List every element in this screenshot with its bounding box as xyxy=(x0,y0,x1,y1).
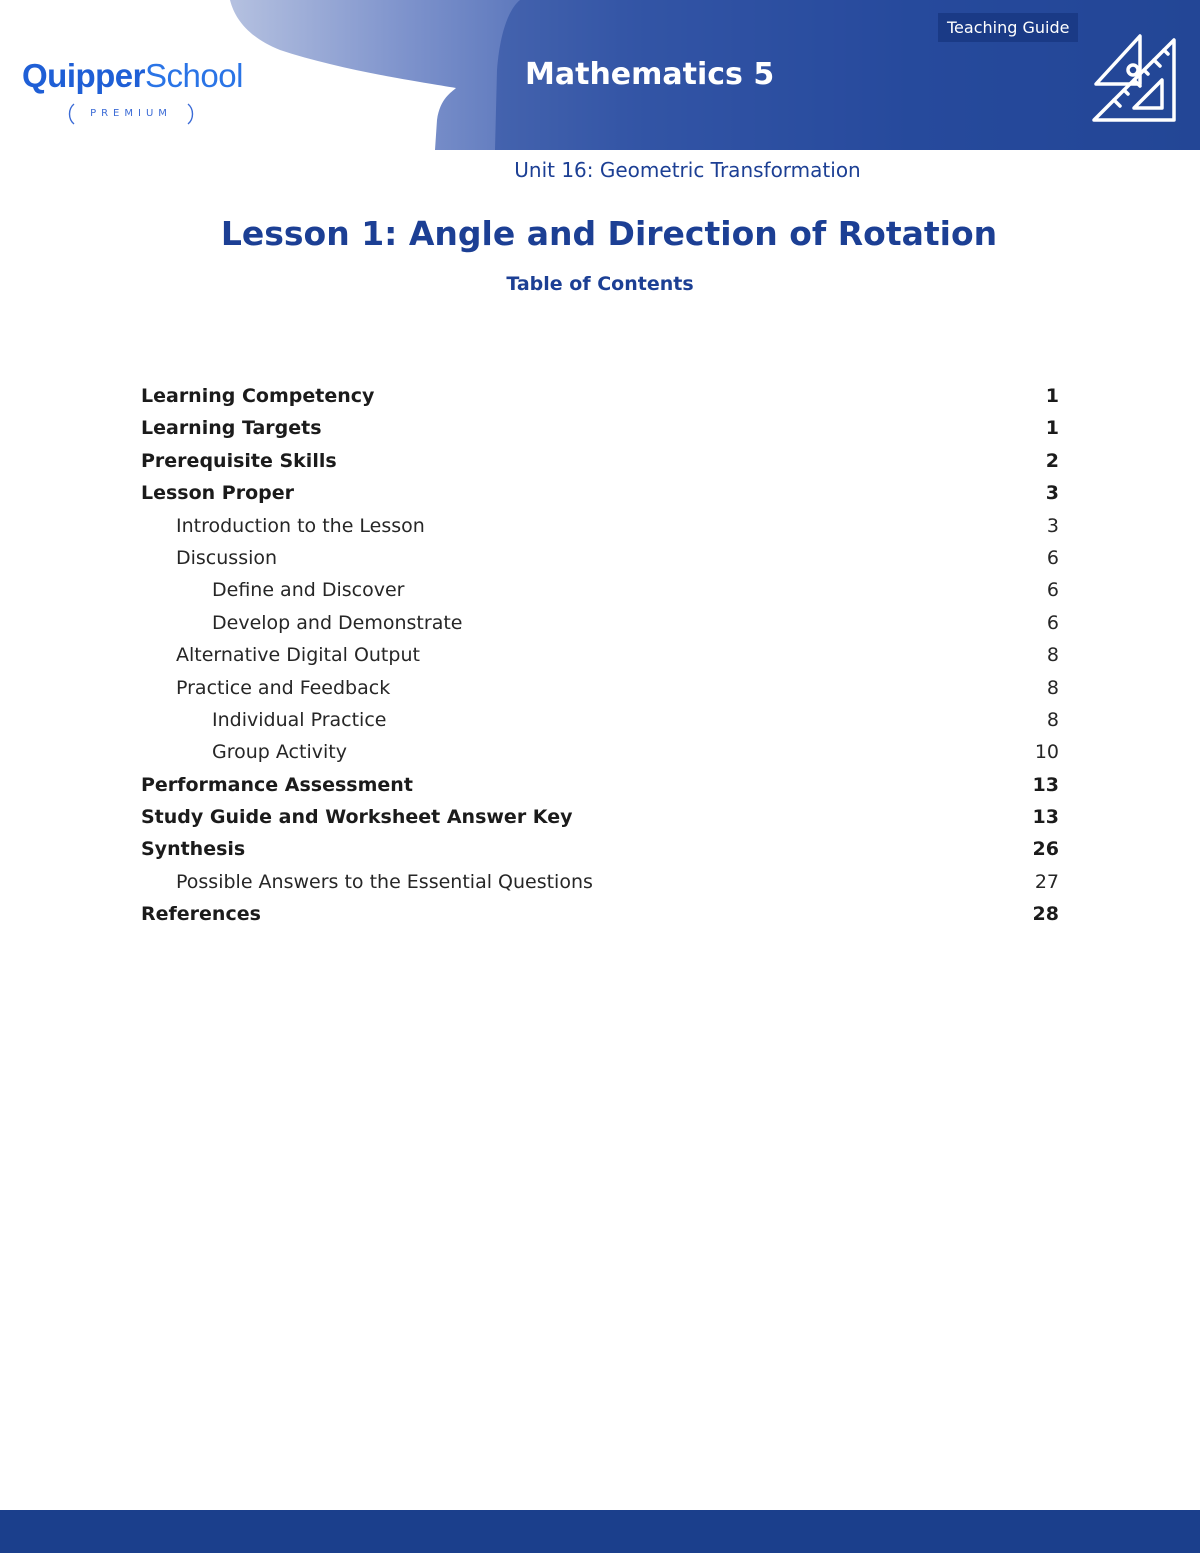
toc-entry-label: Discussion xyxy=(176,546,278,569)
subject-title: Mathematics 5 xyxy=(525,57,775,92)
logo-school-word: School xyxy=(145,57,243,94)
logo-wordmark xyxy=(22,58,262,94)
toc-entry[interactable] xyxy=(141,477,1059,509)
toc-entry-page-number: 13 xyxy=(1032,806,1059,829)
toc-entry[interactable] xyxy=(141,833,1059,865)
toc-entry-page-number: 8 xyxy=(1046,708,1059,731)
toc-entry[interactable] xyxy=(141,607,1059,639)
logo-quipper-word: Quipper xyxy=(22,57,146,94)
toc-entry-label: Define and Discover xyxy=(212,579,405,602)
toc-entry[interactable] xyxy=(141,639,1059,671)
toc-entry[interactable] xyxy=(141,412,1059,444)
toc-entry-page-number: 1 xyxy=(1045,417,1059,440)
toc-entry-page-number: 8 xyxy=(1046,644,1059,667)
toc-entry-label: References xyxy=(141,903,261,926)
toc-entry[interactable] xyxy=(141,510,1059,542)
toc-entry[interactable] xyxy=(141,380,1059,412)
toc-entry-label: Possible Answers to the Essential Questions xyxy=(176,870,593,893)
toc-entry[interactable] xyxy=(141,898,1059,930)
toc-entry[interactable] xyxy=(141,445,1059,477)
toc-entry-label: Performance Assessment xyxy=(141,773,413,796)
toc-entry-label: Learning Competency xyxy=(141,385,375,407)
toc-entry[interactable] xyxy=(141,574,1059,606)
toc-entry-page-number: 2 xyxy=(1045,449,1059,472)
toc-entry-label: Prerequisite Skills xyxy=(141,449,337,472)
right-bracket-icon xyxy=(186,102,196,126)
toc-entry-page-number: 3 xyxy=(1046,514,1059,537)
toc-entry-label: Practice and Feedback xyxy=(176,676,391,699)
toc-entry[interactable] xyxy=(141,736,1059,768)
toc-entry[interactable] xyxy=(141,704,1059,736)
toc-entry-label: Introduction to the Lesson xyxy=(176,514,425,537)
toc-entry[interactable] xyxy=(141,801,1059,833)
toc-entry-page-number: 13 xyxy=(1032,773,1059,796)
teaching-guide-badge: Teaching Guide xyxy=(938,13,1078,42)
toc-entry-page-number: 26 xyxy=(1032,838,1059,861)
toc-entry[interactable] xyxy=(141,672,1059,704)
toc-entry-label: Alternative Digital Output xyxy=(176,644,420,667)
table-of-contents xyxy=(141,380,1059,931)
toc-entry-label: Lesson Proper xyxy=(141,482,295,505)
toc-entry-label: Synthesis xyxy=(141,838,246,861)
toc-entry-page-number: 6 xyxy=(1046,546,1059,569)
toc-entry-page-number: 6 xyxy=(1046,611,1059,634)
toc-entry-label: Study Guide and Worksheet Answer Key xyxy=(141,806,573,829)
toc-entry-label: Develop and Demonstrate xyxy=(212,611,463,634)
toc-entry-page-number: 1 xyxy=(1045,385,1059,407)
toc-entry-label: Group Activity xyxy=(212,741,347,764)
toc-entry-page-number: 27 xyxy=(1034,870,1059,893)
toc-entry[interactable] xyxy=(141,866,1059,898)
toc-entry-label: Individual Practice xyxy=(212,708,387,731)
logo-premium-text: PREMIUM xyxy=(90,108,172,119)
footer-band xyxy=(0,1510,1200,1553)
lesson-title: Lesson 1: Angle and Direction of Rotation xyxy=(220,214,998,253)
toc-entry-page-number: 10 xyxy=(1034,741,1059,764)
toc-entry-page-number: 3 xyxy=(1045,482,1059,505)
logo-premium-tag xyxy=(66,102,196,126)
toc-entry-page-number: 6 xyxy=(1046,579,1059,602)
set-square-ruler-icon xyxy=(1090,28,1180,124)
toc-heading: Table of Contents xyxy=(506,273,694,295)
quipper-school-logo xyxy=(22,57,262,119)
toc-entry-label: Learning Targets xyxy=(141,417,322,440)
toc-entry-page-number: 28 xyxy=(1032,903,1059,926)
left-bracket-icon xyxy=(66,102,76,126)
unit-title: Unit 16: Geometric Transformation xyxy=(514,158,861,182)
page-header xyxy=(0,0,1200,150)
toc-entry[interactable] xyxy=(141,769,1059,801)
toc-entry-page-number: 8 xyxy=(1046,676,1059,699)
toc-entry[interactable] xyxy=(141,542,1059,574)
